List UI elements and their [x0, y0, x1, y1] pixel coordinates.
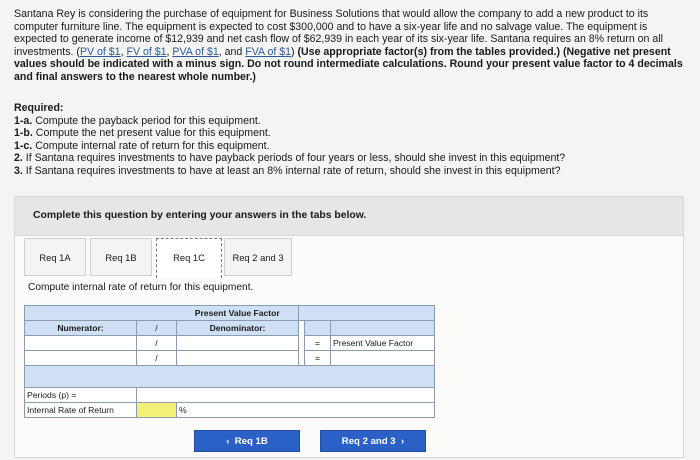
numerator-input[interactable] — [25, 336, 137, 351]
periods-input[interactable] — [137, 388, 435, 403]
percent-sign: % — [177, 403, 435, 418]
chevron-left-icon: ‹ — [226, 436, 230, 447]
chevron-right-icon: › — [401, 436, 405, 447]
fva-table-link[interactable]: FVA of $1 — [245, 45, 292, 58]
denominator-input[interactable] — [177, 336, 299, 351]
tab-req-2-and-3[interactable]: Req 2 and 3 — [224, 238, 292, 276]
numerator-input-2[interactable] — [25, 351, 137, 366]
instructions-banner: Complete this question by entering your answers in the tabs below. — [14, 196, 684, 236]
required-item: 1-c. Compute internal rate of return for this equipment. — [14, 139, 270, 152]
equals-sign-2: = — [305, 351, 331, 366]
next-button-label: Req 2 and 3 — [341, 436, 396, 447]
result-input[interactable] — [331, 351, 435, 366]
irr-input[interactable] — [137, 403, 177, 418]
required-item: 2. If Santana requires investments to have payback periods of four years or less, should she invest in this equipment? — [14, 152, 566, 165]
problem-statement: Santana Rey is considering the purchase of equipment for Business Solutions that would allow the company to add a new product to its computer furniture line. The equipment is expected to cost $300,000 and to have a six-year life and no salvage value. The equipment is expected to generate income of $12,939 and net cash flow of $62,939 in each year of its six-year life. Santana requires an 8% return on all investments. (PV of $1, FV of $1, PVA of $1, and FVA of $1) (Use appropriate factor(s) from the tables provided.) (Negative net present values should be indicated with a minus sign. Do not round intermediate calculations. Round your present value factor to 4 decimals and final answers to the nearest whole number.) — [14, 8, 683, 83]
denominator-header: Denominator: — [177, 321, 299, 336]
numerator-header: Numerator: — [25, 321, 137, 336]
required-section — [14, 102, 690, 178]
pva-table-link[interactable]: PVA of $1 — [172, 45, 219, 58]
periods-label: Periods (p) = — [25, 388, 137, 403]
problem-instructions: (Use appropriate factor(s) from the tables provided.) (Negative net present values should be indicated with a minus sign. Do not round intermediate calculations. Round your present value factor to 4 decimals and final answers to the nearest whole number.) — [14, 45, 683, 83]
slash-sign-2: / — [137, 351, 177, 366]
tab-req-1b[interactable]: Req 1B — [90, 238, 152, 276]
required-item: 3. If Santana requires investments to have at least an 8% internal rate of return, should she invest in this equipment? — [14, 164, 561, 177]
prev-button-label: Req 1B — [234, 436, 268, 447]
next-button[interactable] — [320, 430, 426, 452]
required-item: 1-a. Compute the payback period for this equipment. — [14, 114, 261, 127]
required-item: 1-b. Compute the net present value for this equipment. — [14, 127, 271, 140]
tab-req-1a[interactable]: Req 1A — [24, 238, 86, 276]
denominator-input-2[interactable] — [177, 351, 299, 366]
tab-instruction: Compute internal rate of return for this equipment. — [28, 282, 254, 293]
tab-req-1c[interactable]: Req 1C — [156, 238, 222, 278]
pv-table-link[interactable]: PV of $1 — [79, 45, 121, 58]
result-label: Present Value Factor — [331, 336, 435, 351]
slash-sign: / — [137, 336, 177, 351]
pv-factor-title: Present Value Factor — [177, 306, 299, 321]
problem-text: Santana Rey is considering the purchase of equipment for Business Solutions that would allow the company to add a new product to its computer furniture line. The equipment is expected to cost $300,000 and to have a six-year life and no salvage value. The equipment is expected to generate income of $12,939 and net cash flow of $62,939 in each year of its six-year life. Santana requires an 8% return on all investments. ( — [14, 8, 663, 58]
irr-label: Internal Rate of Return — [25, 403, 137, 418]
prev-button[interactable] — [194, 430, 300, 452]
slash-header: / — [137, 321, 177, 336]
equals-sign: = — [305, 336, 331, 351]
required-heading: Required: — [14, 102, 64, 114]
fv-table-link[interactable]: FV of $1 — [126, 45, 167, 58]
irr-table — [24, 305, 435, 418]
